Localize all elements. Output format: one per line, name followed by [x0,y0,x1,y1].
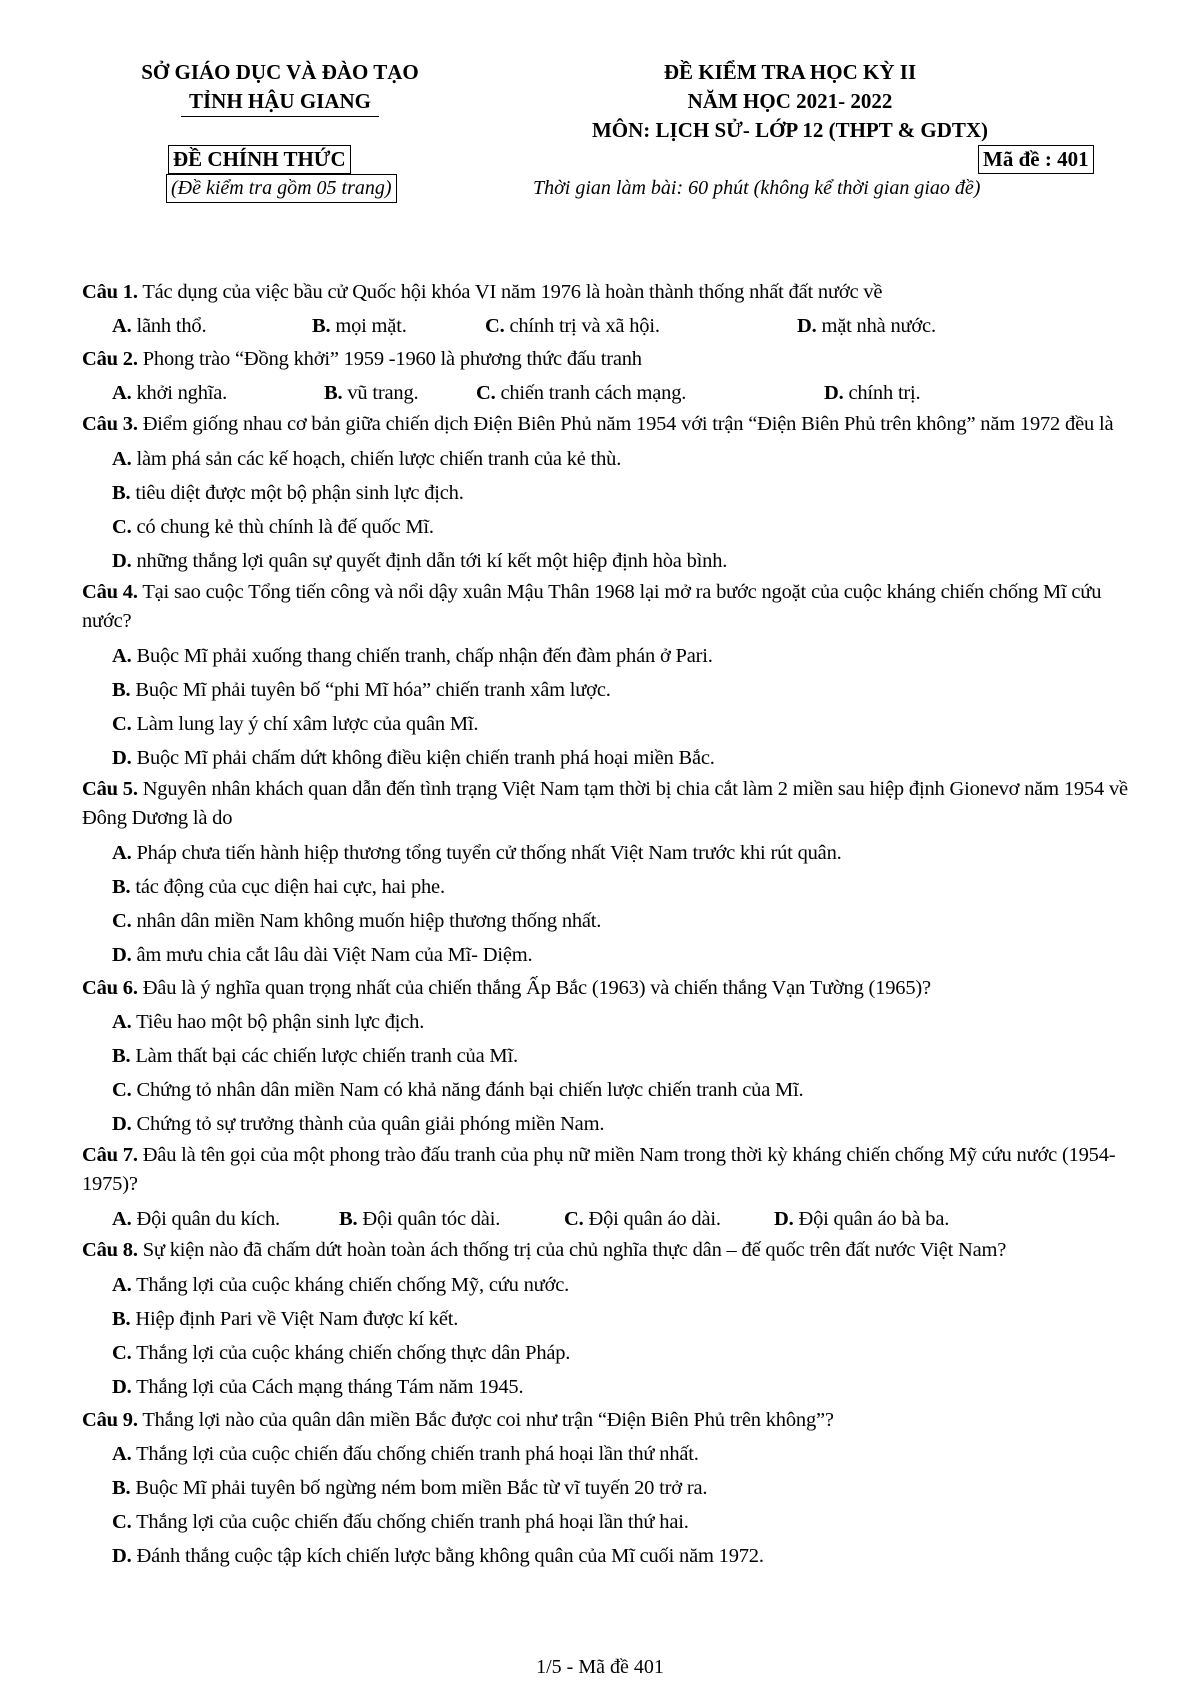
question-4 [82,578,1142,775]
option-b: B. Buộc Mĩ phải tuyên bố ngừng ném bom miền Bắc từ vĩ tuyến 20 trở ra. [112,1477,708,1499]
school-year: NĂM HỌC 2021- 2022 [687,89,893,113]
option-b: B. Buộc Mĩ phải tuyên bố “phi Mĩ hóa” chiến tranh xâm lược. [112,679,611,701]
province-name: TỈNH HẬU GIANG [181,87,379,117]
question-label: Câu 6. [82,977,138,999]
option-b: B. vũ trang. [324,382,419,404]
question-text: Điểm giống nhau cơ bản giữa chiến dịch Điện Biên Phủ năm 1954 với trận “Điện Biên Phủ trên không” năm 1972 đều là [142,413,1114,435]
official-exam-label: ĐỀ CHÍNH THỨC [168,145,351,174]
option-c: C. Đội quân áo dài. [564,1208,721,1230]
option-d: D. Chứng tỏ sự trưởng thành của quân giải phóng miền Nam. [112,1113,605,1135]
option-c: C. chính trị và xã hội. [485,315,660,337]
option-c: C. có chung kẻ thù chính là đế quốc Mĩ. [112,516,434,538]
option-b: B. mọi mặt. [312,315,407,337]
question-label: Câu 5. [82,778,138,800]
option-d: D. âm mưu chia cắt lâu dài Việt Nam của Mĩ- Diệm. [112,944,533,966]
option-a: A. làm phá sản các kế hoạch, chiến lược chiến tranh của kẻ thù. [112,448,622,470]
question-label: Câu 2. [82,348,138,370]
option-a: A. Thắng lợi của cuộc kháng chiến chống Mỹ, cứu nước. [112,1274,570,1296]
page-count-note: (Đề kiểm tra gồm 05 trang) [166,174,397,203]
option-a: A. lãnh thổ. [112,315,207,337]
question-label: Câu 7. [82,1144,138,1166]
question-5 [82,775,1142,972]
options-row [82,1202,1142,1236]
question-label: Câu 9. [82,1409,138,1431]
option-b: B. Làm thất bại các chiến lược chiến tranh của Mĩ. [112,1045,518,1067]
question-text: Thắng lợi nào của quân dân miền Bắc được coi như trận “Điện Biên Phủ trên không”? [142,1409,834,1431]
option-d: D. chính trị. [824,382,921,404]
question-7 [82,1141,1142,1236]
option-c: C. Thắng lợi của cuộc kháng chiến chống thực dân Pháp. [112,1342,571,1364]
option-b: B. tác động của cục diện hai cực, hai phe. [112,876,445,898]
option-d: D. những thắng lợi quân sự quyết định dẫn tới kí kết một hiệp định hòa bình. [112,550,728,572]
question-text: Phong trào “Đồng khởi” 1959 -1960 là phương thức đấu tranh [142,348,642,370]
question-text: Đâu là tên gọi của một phong trào đấu tranh của phụ nữ miền Nam trong thời kỳ kháng chiến chống Mỹ cứu nước (1954-1975)? [82,1144,1116,1195]
question-label: Câu 3. [82,413,138,435]
option-a: A. Buộc Mĩ phải xuống thang chiến tranh, chấp nhận đến đàm phán ở Pari. [112,645,713,667]
option-d: D. Thắng lợi của Cách mạng tháng Tám năm 1945. [112,1376,524,1398]
option-a: A. Pháp chưa tiến hành hiệp thương tổng tuyển cử thống nhất Việt Nam trước khi rút quân. [112,842,842,864]
option-c: C. chiến tranh cách mạng. [476,382,687,404]
question-text: Tại sao cuộc Tổng tiến công và nổi dậy xuân Mậu Thân 1968 lại mở ra bước ngoặt của cuộc kháng chiến chống Mĩ cứu nước? [82,581,1102,632]
option-c: C. Thắng lợi của cuộc chiến đấu chống chiến tranh phá hoại lần thứ hai. [112,1511,689,1533]
question-label: Câu 8. [82,1239,138,1261]
option-d: D. Đội quân áo bà ba. [774,1208,950,1230]
question-text: Nguyên nhân khách quan dẫn đến tình trạng Việt Nam tạm thời bị chia cắt làm 2 miền sau hiệp định Gionevơ năm 1954 về Đông Dương là do [82,778,1128,829]
option-c: C. Chứng tỏ nhân dân miền Nam có khả năng đánh bại chiến lược chiến tranh của Mĩ. [112,1079,804,1101]
question-8 [82,1236,1142,1404]
option-b: B. tiêu diệt được một bộ phận sinh lực địch. [112,482,464,504]
question-label: Câu 4. [82,581,138,603]
subject-line: MÔN: LỊCH SỬ- LỚP 12 (THPT & GDTX) [591,118,989,142]
option-a: A. khởi nghĩa. [112,382,228,404]
department-name: SỞ GIÁO DỤC VÀ ĐÀO TẠO [141,60,419,84]
option-d: D. Buộc Mĩ phải chấm dứt không điều kiện chiến tranh phá hoại miền Bắc. [112,747,715,769]
option-a: A. Thắng lợi của cuộc chiến đấu chống chiến tranh phá hoại lần thứ nhất. [112,1443,699,1465]
exam-code: Mã đề : 401 [978,145,1094,174]
option-d: D. Đánh thắng cuộc tập kích chiến lược bằng không quân của Mĩ cuối năm 1972. [112,1545,764,1567]
question-3 [82,410,1142,578]
question-9 [82,1404,1142,1573]
exam-header [500,58,1080,145]
option-a: A. Đội quân du kích. [112,1208,280,1230]
option-b: B. Hiệp định Pari về Việt Nam được kí kết. [112,1308,459,1330]
option-b: B. Đội quân tóc dài. [339,1208,501,1230]
question-1 [82,276,1142,343]
question-text: Sự kiện nào đã chấm dứt hoàn toàn ách thống trị của chủ nghĩa thực dân – đế quốc trên đất nước Việt Nam? [142,1239,1007,1261]
question-text: Tác dụng của việc bầu cử Quốc hội khóa VI năm 1976 là hoàn thành thống nhất đất nước về [142,281,883,303]
department-header [80,58,480,117]
exam-title: ĐỀ KIỂM TRA HỌC KỲ II [663,60,917,84]
option-d: D. mặt nhà nước. [797,315,936,337]
question-2 [82,343,1142,410]
options-row [82,309,1142,343]
questions-list [82,276,1142,1573]
question-label: Câu 1. [82,281,138,303]
question-6 [82,972,1142,1141]
option-c: C. nhân dân miền Nam không muốn hiệp thương thống nhất. [112,910,602,932]
page-footer: 1/5 - Mã đề 401 [536,1656,664,1678]
time-note: Thời gian làm bài: 60 phút (không kể thời gian giao đề) [533,177,981,199]
option-c: C. Làm lung lay ý chí xâm lược của quân Mĩ. [112,713,479,735]
option-a: A. Tiêu hao một bộ phận sinh lực địch. [112,1011,425,1033]
question-text: Đâu là ý nghĩa quan trọng nhất của chiến thắng Ấp Bắc (1963) và chiến thắng Vạn Tường (1965)? [142,977,931,999]
options-row [82,376,1142,410]
